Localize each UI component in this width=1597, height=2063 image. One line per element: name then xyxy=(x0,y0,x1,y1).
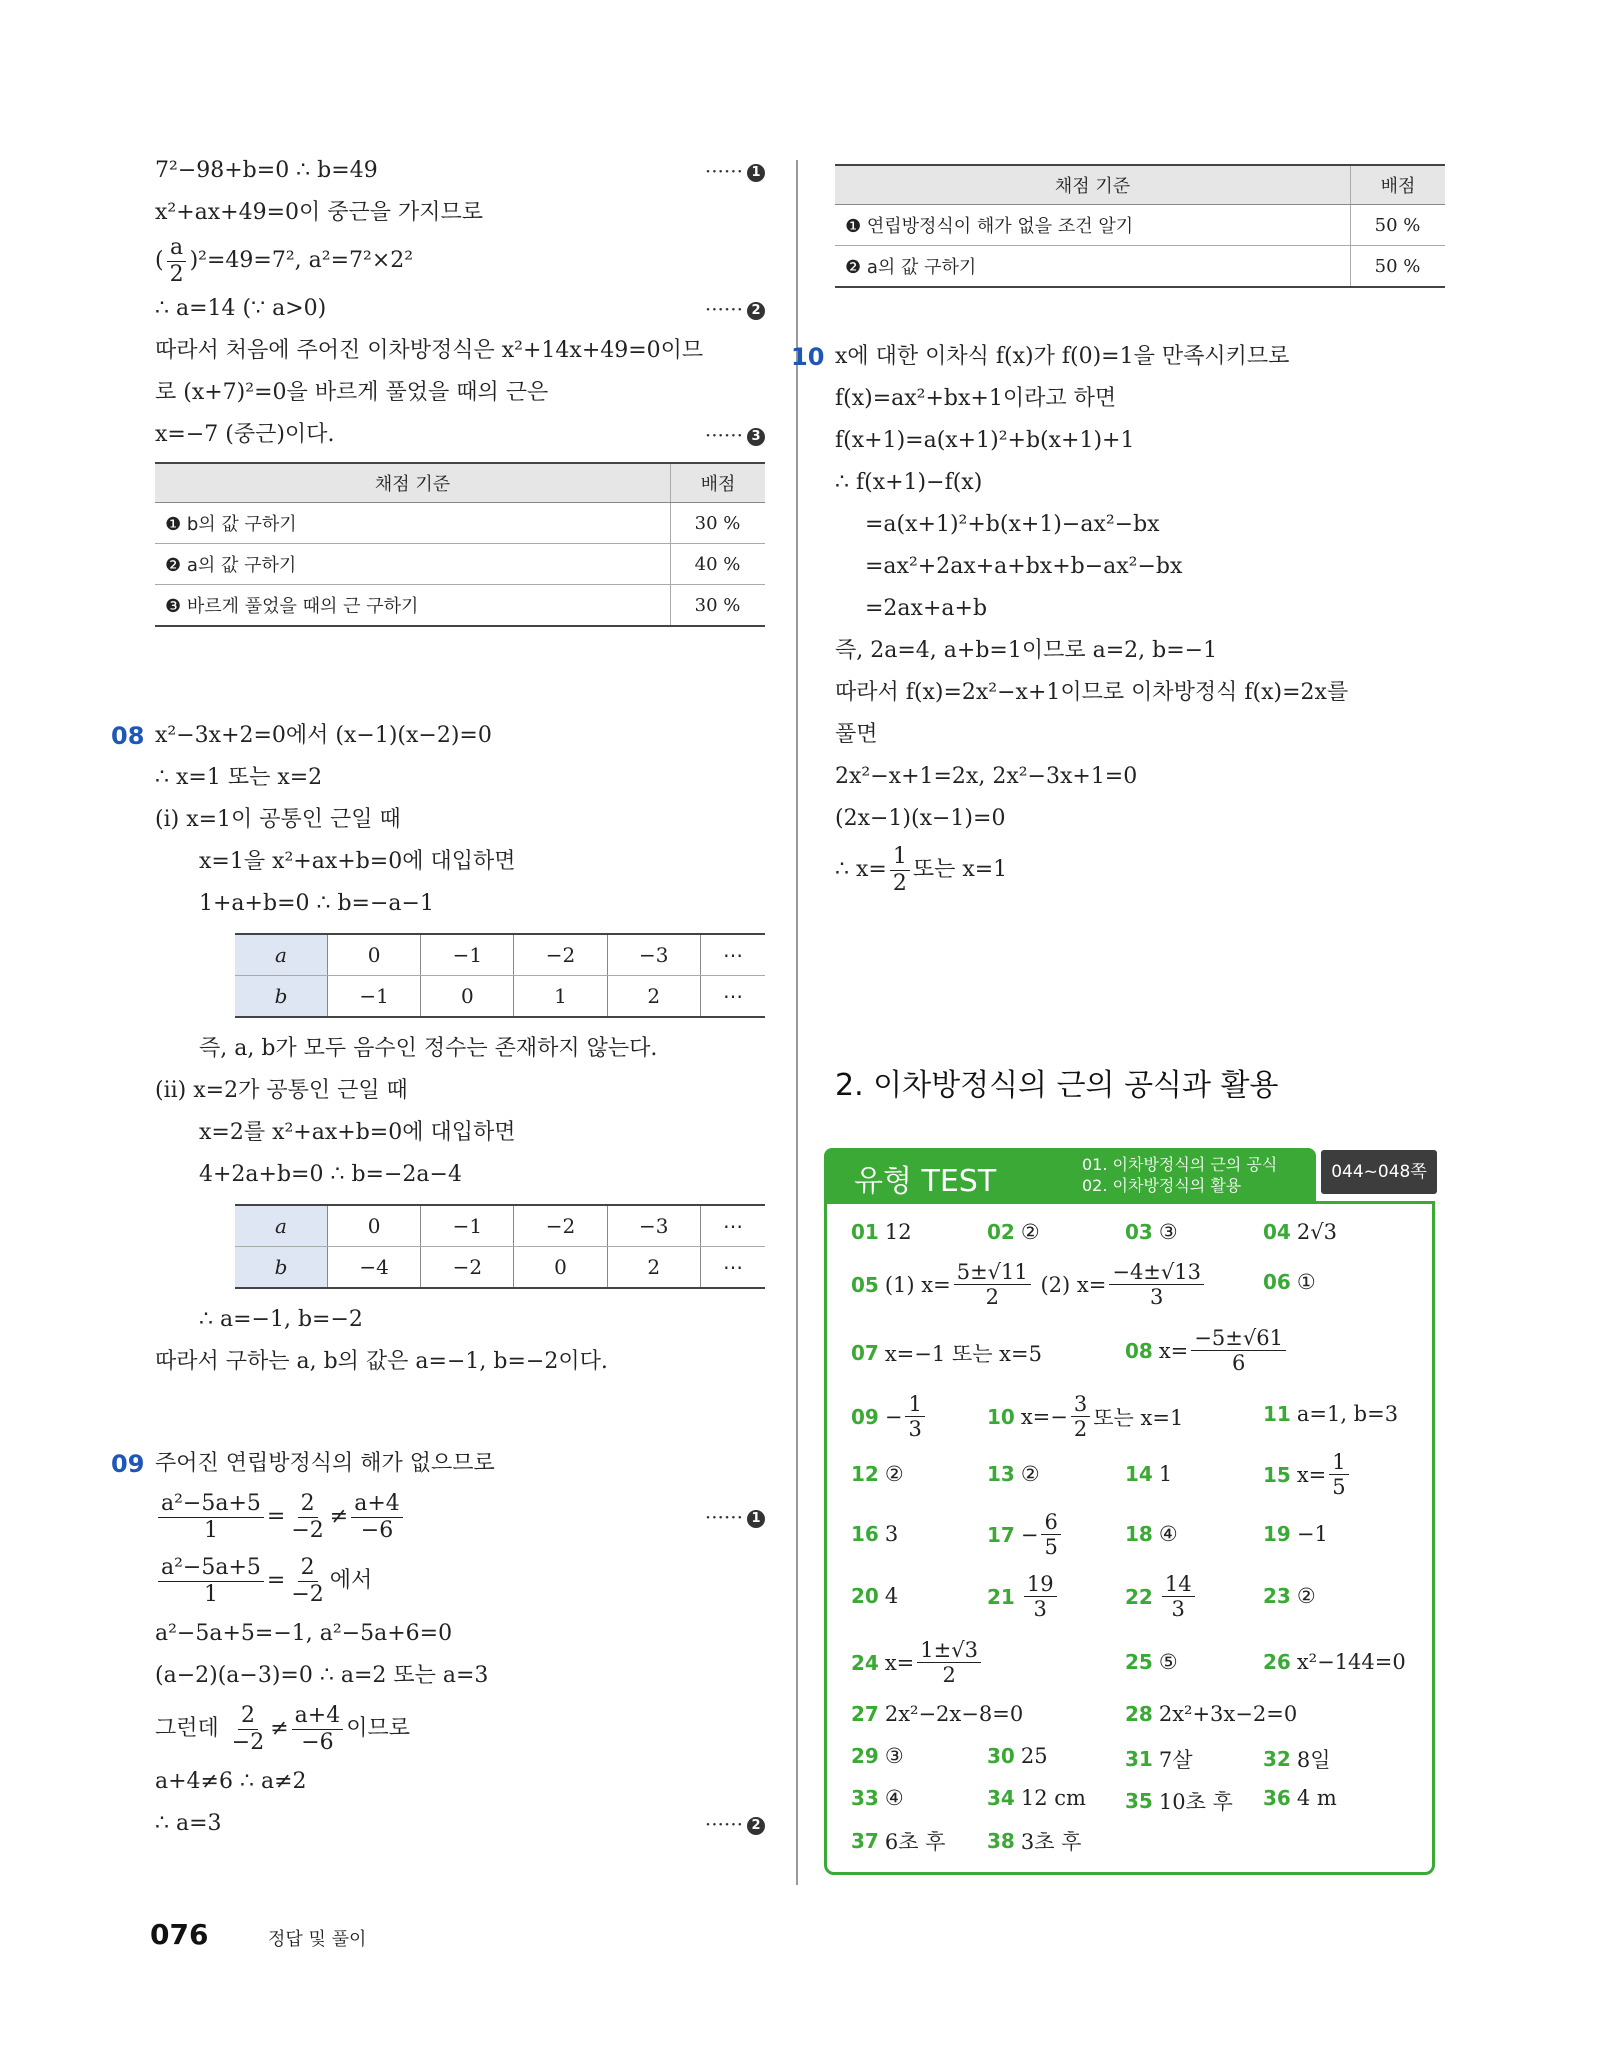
fraction: $\frac{2}{-2}$ xyxy=(231,1703,265,1755)
answer-item: 31 7살 xyxy=(1125,1747,1193,1772)
answer-item: 14 1 xyxy=(1125,1462,1173,1486)
fraction: $\frac{2}{-2}$ xyxy=(291,1555,324,1607)
answer-item: 04 2√3 xyxy=(1263,1220,1337,1244)
text-line: a²−5a+5=−1, a²−5a+6=0 xyxy=(155,1621,453,1646)
answer-item: 11 a=1, b=3 xyxy=(1263,1402,1399,1426)
answer-item: 13 ② xyxy=(987,1462,1040,1486)
answer-item: 02 ② xyxy=(987,1220,1040,1244)
table-row: ❷ a의 값 구하기 50 % xyxy=(835,246,1445,288)
left-column xyxy=(111,150,765,1845)
text-line: 08 x²−3x+2=0에서 (x−1)(x−2)=0 xyxy=(155,715,765,757)
answer-item: 12 ② xyxy=(851,1462,904,1486)
answer-item: 38 3초 후 xyxy=(987,1829,1082,1854)
text-line: ∴ a=14 (∵ a>0) ······ 2 xyxy=(155,288,765,330)
answer-item: 24 x= $\frac{1\pm√3}{2}$ xyxy=(851,1638,984,1687)
text-line: a+4≠6 ∴ a≠2 xyxy=(155,1769,307,1794)
table-row: ❷ a의 값 구하기 40 % xyxy=(155,544,765,585)
answer-item: 16 3 xyxy=(851,1522,899,1546)
text-line: ∴ f(x+1)−f(x) xyxy=(835,470,983,495)
question-number: 09 xyxy=(111,1450,145,1478)
test-title: 유형 TEST xyxy=(854,1164,997,1199)
section-title: 2. 이차방정식의 근의 공식과 활용 xyxy=(835,1068,1279,1103)
answer-item: 03 ③ xyxy=(1125,1220,1178,1244)
answer-item: 36 4 m xyxy=(1263,1786,1337,1810)
table-row: ❶ 연립방정식이 해가 없을 조건 알기 50 % xyxy=(835,205,1445,246)
fraction: $\frac{a+4}{-6}$ xyxy=(351,1491,403,1543)
answer-item: 26 x²−144=0 xyxy=(1263,1650,1406,1674)
text-line: 1+a+b=0 ∴ b=−a−1 xyxy=(199,891,434,916)
question-number: 10 xyxy=(791,343,825,371)
text-line: $\frac{\text{a²−5a+5}}{1}$ = $\frac{2}{-2}$ ≠ $\frac{a+4}{-6}$ ······ 1 xyxy=(155,1485,765,1549)
text-line: 그런데 $\frac{2}{-2}$ ≠ $\frac{a+4}{-6}$ 이므로 xyxy=(155,1703,410,1755)
answer-item: 05 (1) x= $\frac{5\pm√11}{2}$ (2) x= $\frac{-4\pm√13}{3}$ xyxy=(851,1260,1207,1309)
text-line: (ⅱ) x=2가 공통인 근일 때 xyxy=(155,1078,408,1103)
answer-item: 22 $\frac{14}{3}$ xyxy=(1125,1572,1198,1621)
answer-item: 34 12 cm xyxy=(987,1786,1086,1810)
text-line: ∴ a=3 ······ 2 xyxy=(155,1803,765,1845)
answer-item: 27 2x²−2x−8=0 xyxy=(851,1702,1024,1726)
score-marker: ······ 2 xyxy=(705,1803,765,1845)
text-line: ∴ x= $\frac{1}{2}$ 또는 x=1 xyxy=(835,844,1008,896)
column-divider xyxy=(796,160,798,1885)
answer-item: 06 ① xyxy=(1263,1270,1316,1294)
answer-item: 18 ④ xyxy=(1125,1522,1178,1546)
text-line: 로 (x+7)²=0을 바르게 풀었을 때의 근은 xyxy=(155,380,549,405)
text-line: 즉, a, b가 모두 음수인 정수는 존재하지 않는다. xyxy=(199,1036,658,1061)
answer-item: 37 6초 후 xyxy=(851,1829,946,1854)
text-line: $\frac{\text{a²−5a+5}}{1}$ = $\frac{2}{-2}$ 에서 xyxy=(155,1549,765,1613)
test-subtitle: 01. 이차방정식의 근의 공식 02. 이차방정식의 활용 xyxy=(1082,1155,1278,1195)
text-line: x=−7 (중근)이다. ······ 3 xyxy=(155,414,765,456)
table-header: 채점 기준 xyxy=(155,463,671,503)
answer-item: 07 x=−1 또는 x=5 xyxy=(851,1341,1042,1366)
answer-item: 28 2x²+3x−2=0 xyxy=(1125,1702,1298,1726)
answer-item: 09 − $\frac{1}{3}$ xyxy=(851,1392,928,1441)
table-header: 채점 기준 xyxy=(835,165,1351,205)
question-number: 08 xyxy=(111,722,145,750)
text-line: x²+ax+49=0이 중근을 가지므로 xyxy=(155,200,484,225)
answer-item: 23 ② xyxy=(1263,1584,1316,1608)
fraction: $\frac{2}{-2}$ xyxy=(291,1491,324,1543)
text-line: =ax²+2ax+a+bx+b−ax²−bx xyxy=(865,554,1183,579)
text-line: x=2를 x²+ax+b=0에 대입하면 xyxy=(199,1120,516,1145)
text-line: 풀면 xyxy=(835,722,878,747)
text-line: 7²−98+b=0 ∴ b=49 ······ 1 xyxy=(155,150,765,192)
test-header xyxy=(824,1148,1316,1204)
answer-item: 10 x=− $\frac{3}{2}$ 또는 x=1 xyxy=(987,1392,1184,1442)
answer-item: 29 ③ xyxy=(851,1744,904,1768)
text-line: f(x+1)=a(x+1)²+b(x+1)+1 xyxy=(835,428,1135,453)
text-line: ∴ a=−1, b=−2 xyxy=(199,1307,363,1332)
score-marker: ······ 2 xyxy=(705,288,765,330)
text-line: (ⅰ) x=1이 공통인 근일 때 xyxy=(155,807,401,832)
answer-item: 33 ④ xyxy=(851,1786,904,1810)
answer-item: 08 x= $\frac{-5\pm√61}{6}$ xyxy=(1125,1326,1289,1375)
ab-table xyxy=(235,1204,765,1289)
table-header: 배점 xyxy=(671,463,766,503)
text-line: f(x)=ax²+bx+1이라고 하면 xyxy=(835,386,1117,411)
table-row: ❶ b의 값 구하기 30 % xyxy=(155,503,765,544)
fraction: $\frac{a}{2}$ xyxy=(167,235,187,287)
scoring-table xyxy=(835,164,1445,288)
fraction: $\frac{1}{2}$ xyxy=(890,844,910,896)
answer-item: 01 12 xyxy=(851,1220,912,1244)
table-header: 배점 xyxy=(1351,165,1446,205)
score-marker: ······ 1 xyxy=(705,1485,765,1549)
score-marker: ······ 1 xyxy=(705,150,765,192)
answer-item: 30 25 xyxy=(987,1744,1048,1768)
score-marker: ······ 3 xyxy=(705,414,765,456)
table-row: a 0 −1 −2 −3 ⋯ xyxy=(235,1205,765,1247)
text-line: 따라서 구하는 a, b의 값은 a=−1, b=−2이다. xyxy=(155,1349,608,1374)
text-line: (a−2)(a−3)=0 ∴ a=2 또는 a=3 xyxy=(155,1663,489,1688)
text-line: 10 x에 대한 이차식 f(x)가 f(0)=1을 만족시키므로 xyxy=(835,336,1445,378)
fraction: $\frac{\text{a²−5a+5}}{1}$ xyxy=(158,1555,264,1607)
text-line: =2ax+a+b xyxy=(865,596,988,621)
table-row: a 0 −1 −2 −3 ⋯ xyxy=(235,934,765,976)
text-line: ( $\frac{a}{2}$ )²=49=7², a²=7²×2² xyxy=(155,235,414,287)
table-row: ❸ 바르게 풀었을 때의 근 구하기 30 % xyxy=(155,585,765,627)
text-line: 09 주어진 연립방정식의 해가 없으므로 xyxy=(155,1443,765,1485)
text-line: 따라서 처음에 주어진 이차방정식은 x²+14x+49=0이므 xyxy=(155,338,704,363)
text-line: (2x−1)(x−1)=0 xyxy=(835,806,1006,831)
table-row: b −4 −2 0 2 ⋯ xyxy=(235,1247,765,1289)
text-line: x=1을 x²+ax+b=0에 대입하면 xyxy=(199,849,516,874)
page-number: 076 xyxy=(150,1918,209,1951)
text-line: 4+2a+b=0 ∴ b=−2a−4 xyxy=(199,1162,462,1187)
text-line: 즉, 2a=4, a+b=1이므로 a=2, b=−1 xyxy=(835,638,1218,663)
answer-grid xyxy=(824,1201,1435,1875)
answer-item: 19 −1 xyxy=(1263,1522,1328,1546)
answer-item: 15 x= $\frac{1}{5}$ xyxy=(1263,1450,1352,1499)
page-range-badge: 044~048쪽 xyxy=(1321,1150,1437,1194)
answer-item: 32 8일 xyxy=(1263,1747,1331,1772)
type-test-box xyxy=(824,1148,1436,1873)
answer-item: 25 ⑤ xyxy=(1125,1650,1178,1674)
scoring-table xyxy=(155,462,765,627)
text-line: 따라서 f(x)=2x²−x+1이므로 이차방정식 f(x)=2x를 xyxy=(835,680,1349,705)
ab-table xyxy=(235,933,765,1018)
table-row: b −1 0 1 2 ⋯ xyxy=(235,976,765,1018)
answer-item: 21 $\frac{19}{3}$ xyxy=(987,1572,1060,1621)
answer-item: 17 − $\frac{6}{5}$ xyxy=(987,1510,1064,1559)
footer-label: 정답 및 풀이 xyxy=(268,1929,367,1950)
text-line: ∴ x=1 또는 x=2 xyxy=(155,765,323,790)
fraction: $\frac{a+4}{-6}$ xyxy=(292,1703,344,1755)
right-column xyxy=(791,150,1445,900)
text-line: 2x²−x+1=2x, 2x²−3x+1=0 xyxy=(835,764,1138,789)
answer-item: 20 4 xyxy=(851,1584,899,1608)
text-line: =a(x+1)²+b(x+1)−ax²−bx xyxy=(865,512,1160,537)
fraction: $\frac{\text{a²−5a+5}}{1}$ xyxy=(158,1491,264,1543)
answer-item: 35 10초 후 xyxy=(1125,1789,1233,1814)
